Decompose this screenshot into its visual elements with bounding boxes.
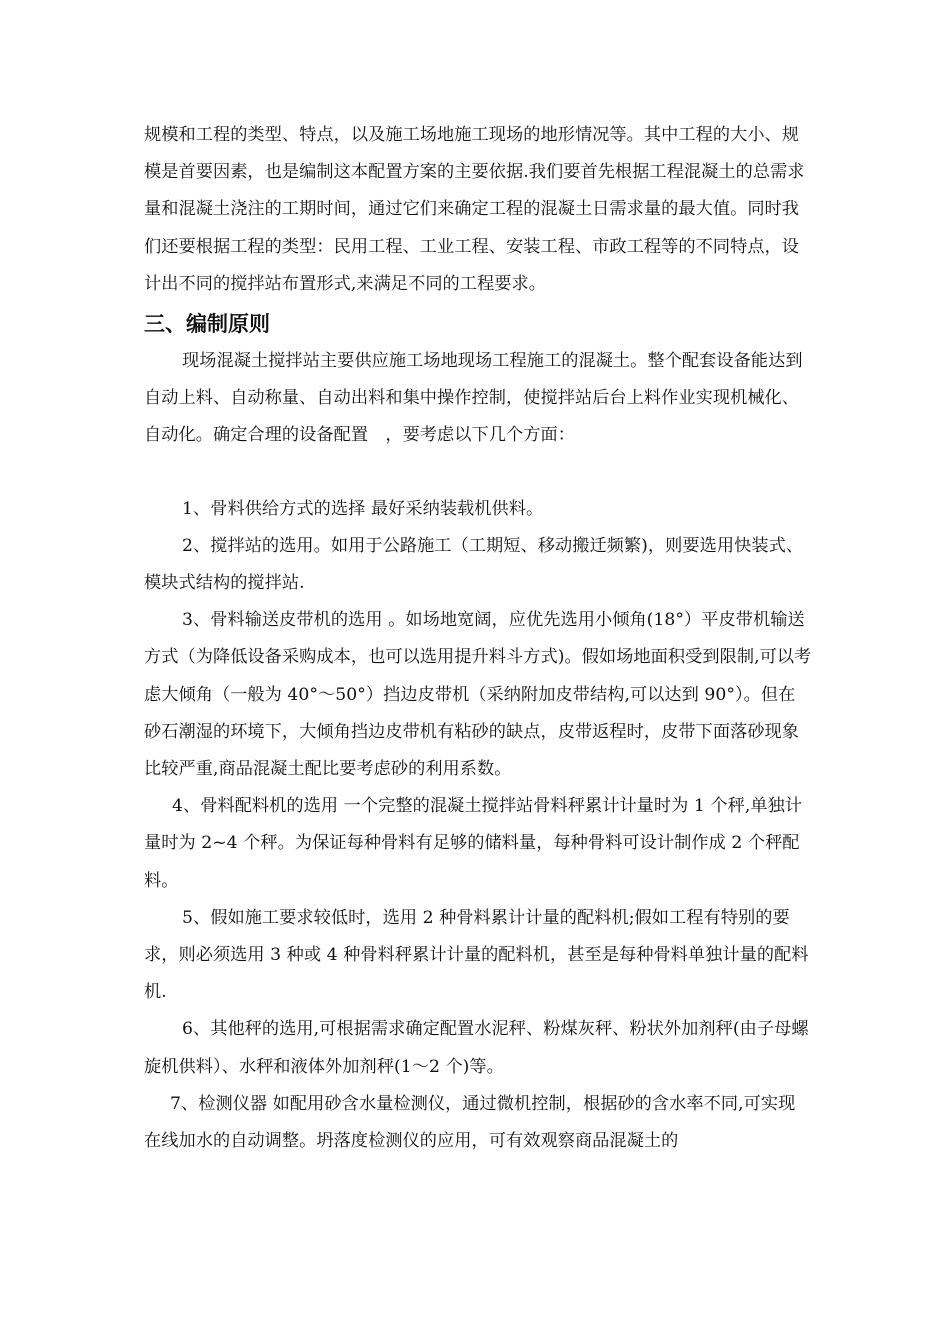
list-item-belt-conveyor: 3、骨料输送皮带机的选用 。如场地宽阔，应优先选用小倾角(18°）平皮带机输送方式（为降低设备采购成本，也可以选用提升料斗方式)。假如场地面积受到限制,可以考虑大倾角（一般为 40°～50°）挡边皮带机（采纳附加皮带结构,可以达到 90°）。但在砂石潮湿的环境下，大倾角挡边皮带机有粘砂的缺点，皮带返程时，皮带下面落砂现象比较严重,商品混凝土配比要考虑砂的利用系数。 [144,610,812,780]
list-item-inspection-instruments: 7、检测仪器 如配用砂含水量检测仪，通过微机控制，根据砂的含水率不同,可实现在线加水的自动调整。坍落度检测仪的应用，可有效观察商品混凝土的 [144,1093,796,1152]
document-body [144,117,812,1160]
paragraph-principles-intro: 现场混凝土搅拌站主要供应施工场地现场工程施工的混凝土。整个配套设备能达到自动上料、自动称量、自动出料和集中操作控制，使搅拌站后台上料作业实现机械化、自动化。确定合理的设备配置 ，要考虑以下几个方面： [144,351,803,446]
list-item-other-scales: 6、其他秤的选用,可根据需求确定配置水泥秤、粉煤灰秤、粉状外加剂秤(由子母螺旋机供料）、水秤和液体外加剂秤(1～2 个)等。 [144,1019,809,1077]
list-item-batching-machine: 4、骨料配料机的选用 一个完整的混凝土搅拌站骨料秤累计计量时为 1 个秤,单独计量时为 2~4 个秤。为保证每种骨料有足够的储料量，每种骨料可设计制作成 2 个秤配料。 [144,796,803,891]
list-item-mixing-station: 2、搅拌站的选用。如用于公路施工（工期短、移动搬迁频繁)，则要选用快装式、模块式结构的搅拌站. [144,535,804,594]
list-item-aggregate-supply: 1、骨料供给方式的选择 最好采纳装载机供料。 [182,498,544,519]
list-item-low-requirements: 5、假如施工要求较低时，选用 2 种骨料累计计量的配料机;假如工程有特别的要求，则必须选用 3 种或 4 种骨料秤累计计量的配料机，甚至是每种骨料单独计量的配料机. [144,907,809,1003]
section-heading-principles: 三、编制原则 [144,312,270,337]
blank-line [144,455,812,491]
paragraph-scope-description: 规模和工程的类型、特点，以及施工场地施工现场的地形情况等。其中工程的大小、规模是首要因素，也是编制这本配置方案的主要依据.我们要首先根据工程混凝土的总需求量和混凝土浇注的工期时间，通过它们来确定工程的混凝土日需求量的最大值。同时我们还要根据工程的类型：民用工程、工业工程、安装工程、市政工程等的不同特点，设计出不同的搅拌站布置形式,来满足不同的工程要求。 [144,125,805,294]
